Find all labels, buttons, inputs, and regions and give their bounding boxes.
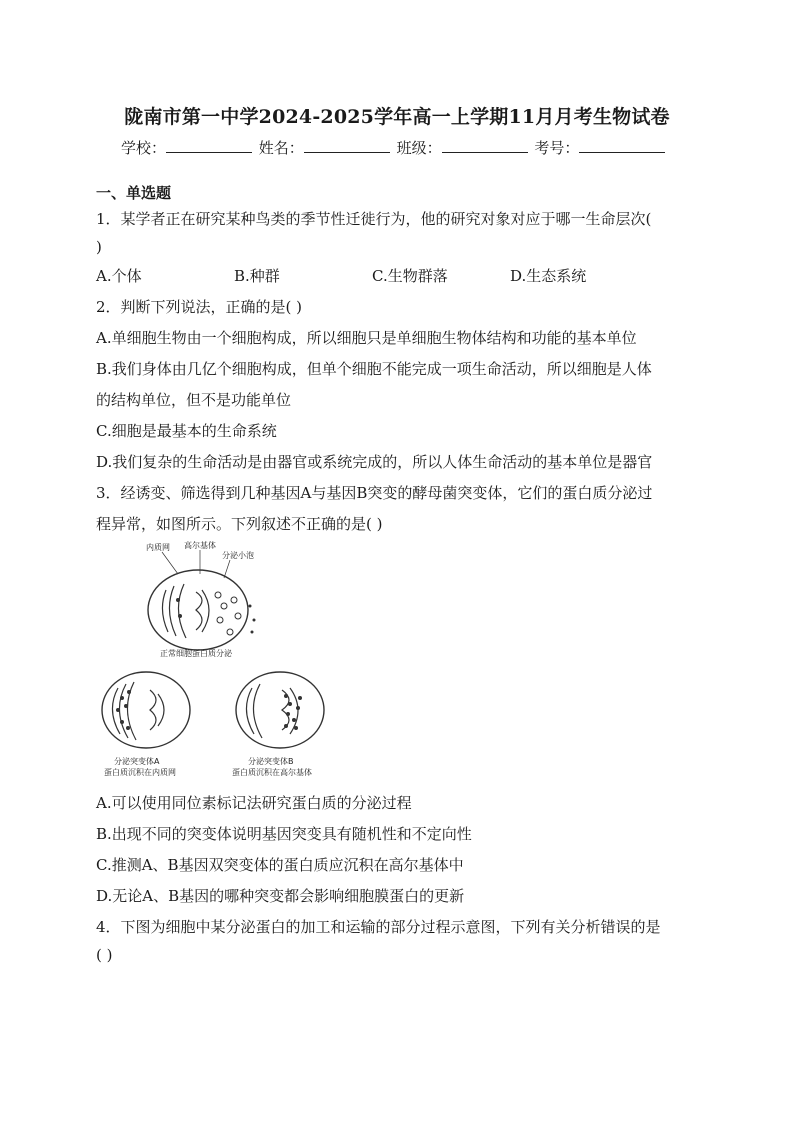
q1-stem-line1: 1．某学者正在研究某种鸟类的季节性迁徙行为，他的研究对象对应于哪一生命层次( bbox=[96, 210, 652, 228]
caption-normal: 正常细胞蛋白质分泌 bbox=[160, 649, 232, 658]
q2-option-b-line1: B.我们身体由几亿个细胞构成，但单个细胞不能完成一项生命活动，所以细胞是人体 bbox=[96, 360, 652, 378]
q3-option-a: A.可以使用同位素标记法研究蛋白质的分泌过程 bbox=[96, 794, 412, 812]
school-label: 学校： bbox=[121, 139, 167, 157]
q1-option-b: B.种群 bbox=[234, 267, 280, 285]
number-blank[interactable] bbox=[579, 138, 665, 153]
q2-option-a: A.单细胞生物由一个细胞构成，所以细胞只是单细胞生物体结构和功能的基本单位 bbox=[96, 329, 637, 347]
cell-membrane-b bbox=[236, 672, 324, 748]
q1-option-a: A.个体 bbox=[96, 267, 142, 285]
mutant-b-figure bbox=[228, 668, 332, 780]
golgi-shape bbox=[196, 590, 209, 632]
q1-option-d: D.生态系统 bbox=[510, 267, 587, 285]
school-blank[interactable] bbox=[166, 138, 252, 153]
q2-option-d: D.我们复杂的生命活动是由器官或系统完成的，所以人体生命活动的基本单位是器官 bbox=[96, 453, 653, 471]
q3-option-b: B.出现不同的突变体说明基因突变具有随机性和不定向性 bbox=[96, 825, 472, 843]
student-info-row bbox=[121, 137, 667, 158]
q3-option-c: C.推测A、B基因双突变体的蛋白质应沉积在高尔基体中 bbox=[96, 856, 464, 874]
mutant-a-figure bbox=[98, 668, 198, 780]
q4-stem-line2: ( ) bbox=[96, 946, 113, 964]
normal-cell-figure bbox=[138, 540, 262, 660]
q2-option-c: C.细胞是最基本的生命系统 bbox=[96, 422, 277, 440]
q3-stem-line2: 程异常，如图所示。下列叙述不正确的是( ) bbox=[96, 515, 383, 533]
vesicle-label: 分泌小泡 bbox=[222, 551, 254, 560]
q1-stem-line2: ) bbox=[96, 238, 102, 256]
cell-membrane-a bbox=[102, 672, 190, 748]
class-blank[interactable] bbox=[442, 138, 528, 153]
q3-option-d: D.无论A、B基因的哪种突变都会影响细胞膜蛋白的更新 bbox=[96, 887, 465, 905]
number-label: 考号： bbox=[534, 139, 580, 157]
q4-stem-line1: 4．下图为细胞中某分泌蛋白的加工和运输的部分过程示意图，下列有关分析错误的是 bbox=[96, 918, 661, 936]
q2-stem: 2．判断下列说法，正确的是( ) bbox=[96, 298, 303, 316]
er-label: 内质网 bbox=[146, 543, 170, 552]
er-shape bbox=[162, 584, 186, 638]
name-label: 姓名： bbox=[258, 139, 304, 157]
page-title: 陇南市第一中学2024-2025学年高一上学期11月月考生物试卷 bbox=[124, 106, 670, 128]
q3-stem-line1: 3．经诱变、筛选得到几种基因A与基因B突变的酵母菌突变体，它们的蛋白质分泌过 bbox=[96, 484, 653, 502]
q1-option-c: C.生物群落 bbox=[372, 267, 448, 285]
caption-b-line2: 蛋白质沉积在高尔基体 bbox=[232, 768, 312, 777]
golgi-label: 高尔基体 bbox=[184, 541, 216, 550]
section-heading: 一、单选题 bbox=[96, 184, 172, 202]
caption-b-line1: 分泌突变体B bbox=[248, 757, 294, 766]
class-label: 班级： bbox=[396, 139, 442, 157]
caption-a-line2: 蛋白质沉积在内质网 bbox=[104, 768, 176, 777]
name-blank[interactable] bbox=[304, 138, 390, 153]
q2-option-b-line2: 的结构单位，但不是功能单位 bbox=[96, 391, 292, 409]
caption-a-line1: 分泌突变体A bbox=[114, 757, 160, 766]
